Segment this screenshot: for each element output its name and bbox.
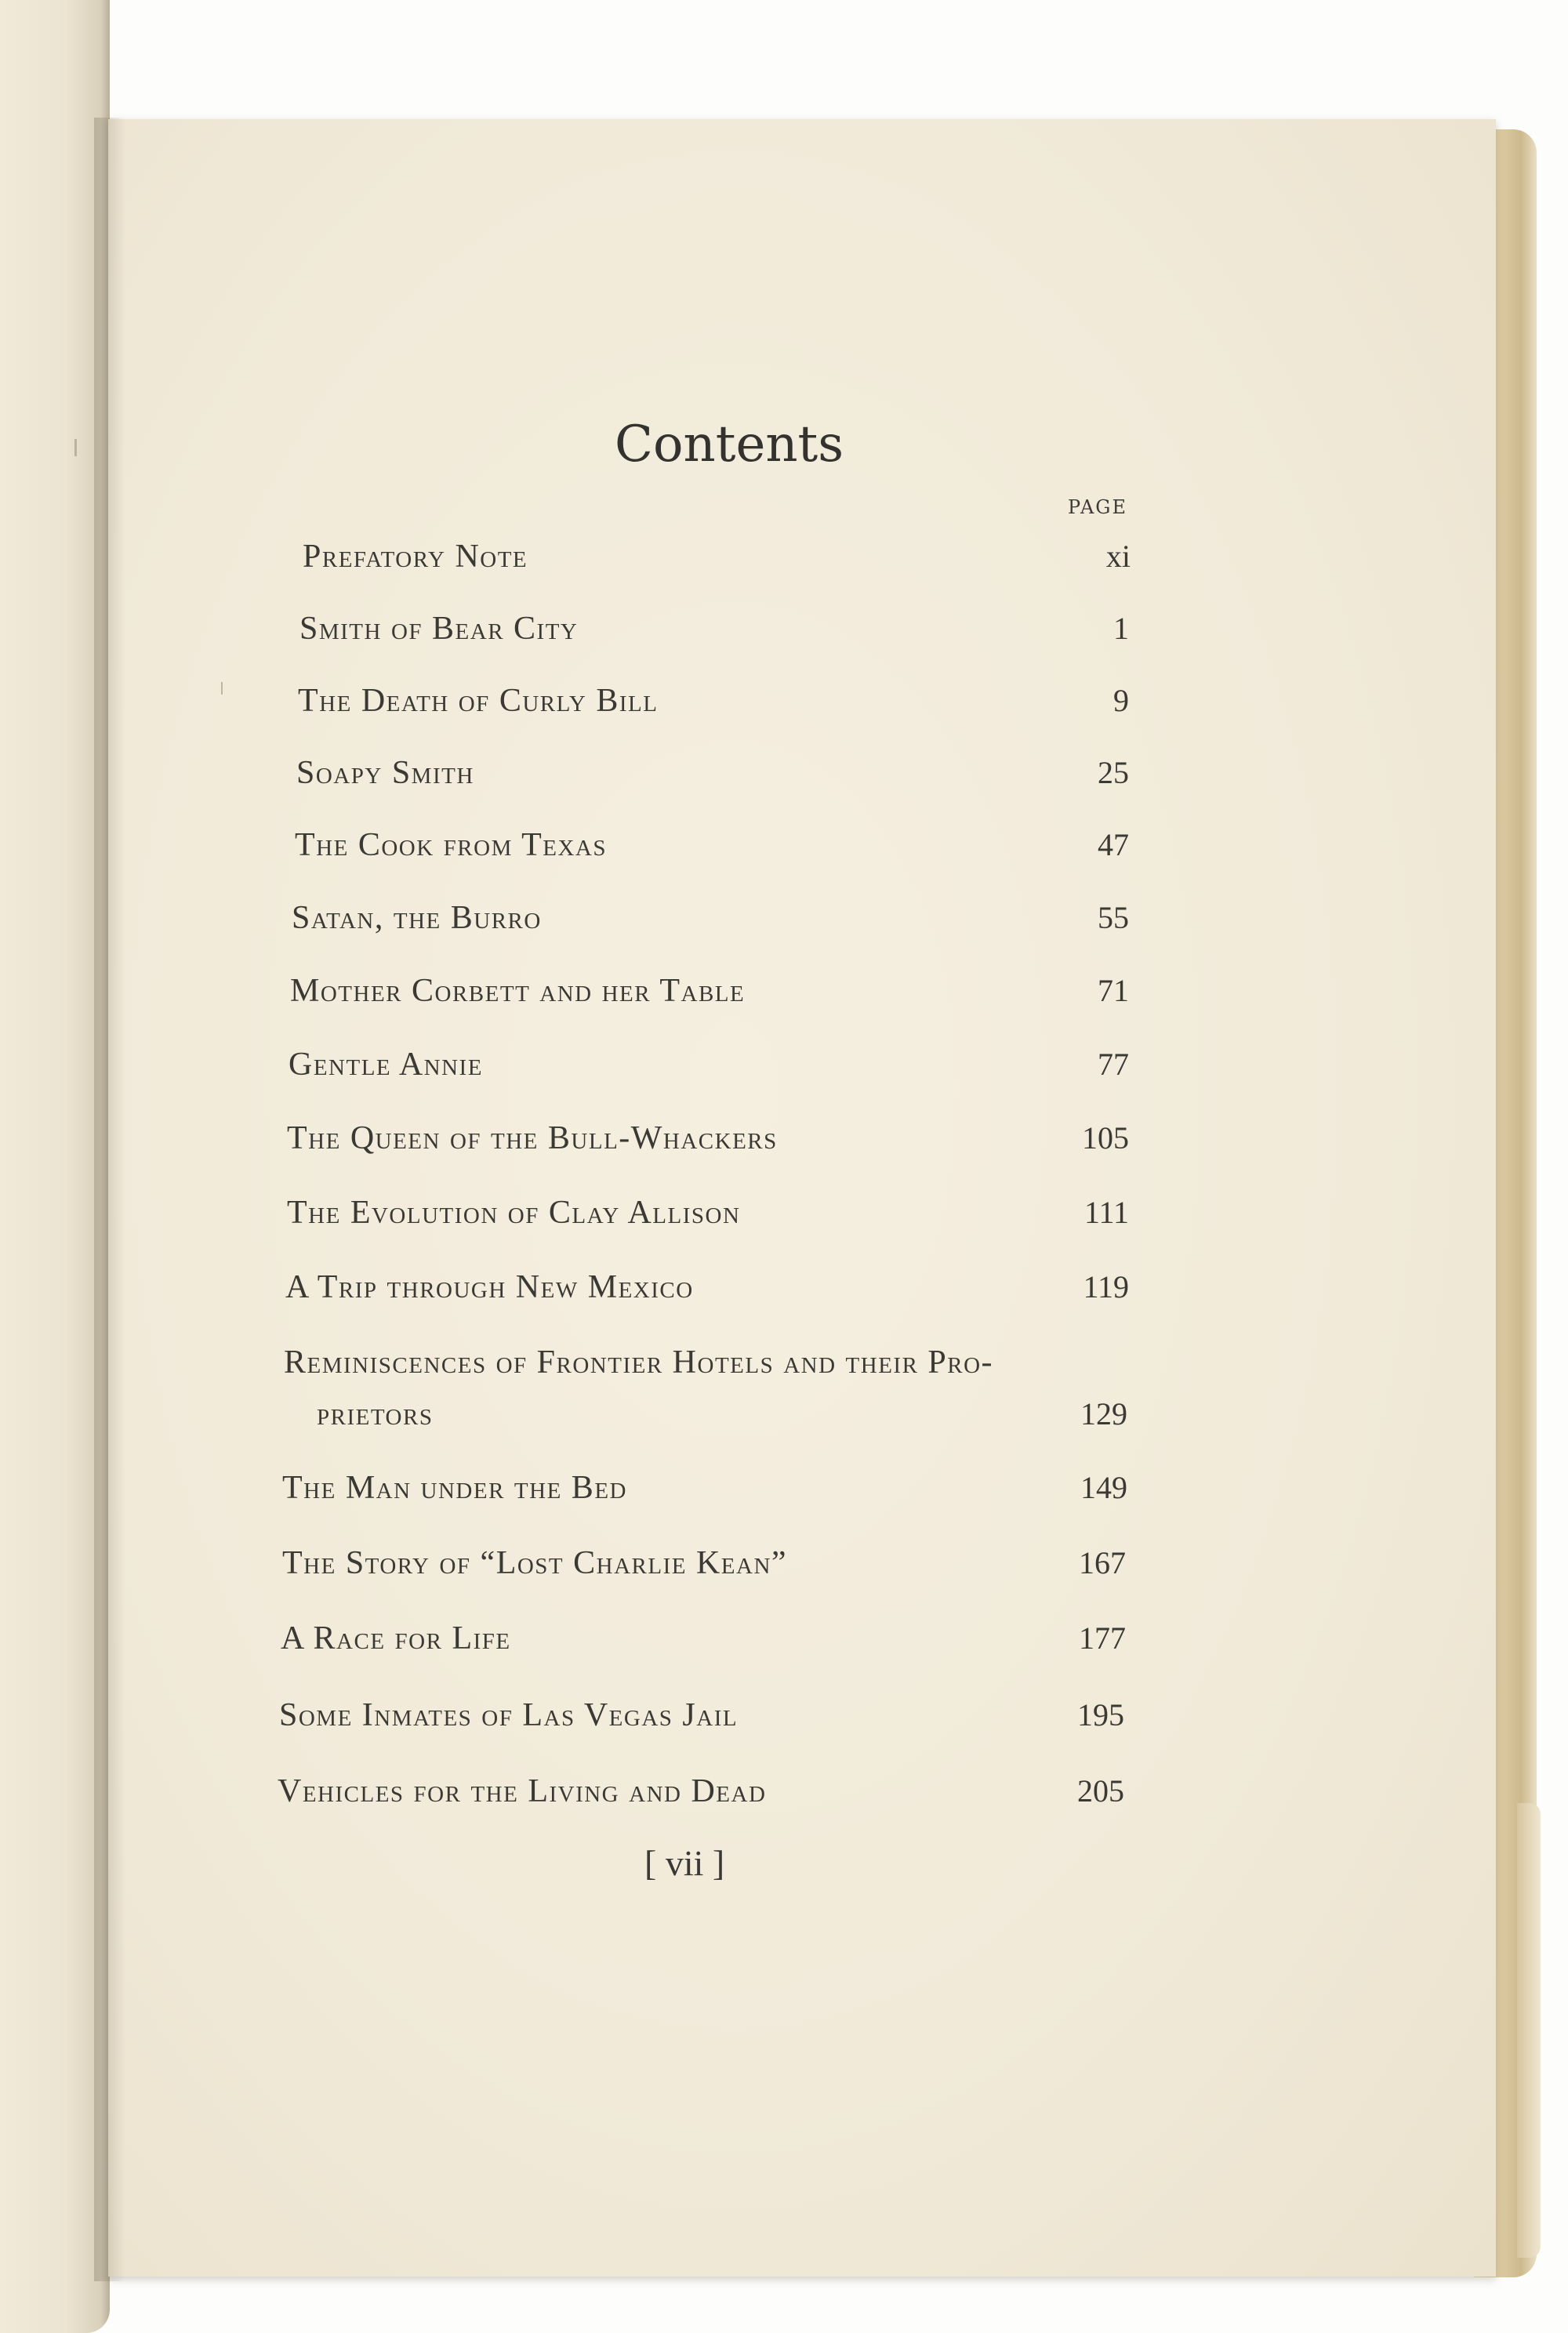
toc-entry xyxy=(0,1046,1568,1093)
toc-entry xyxy=(0,1544,1568,1591)
toc-entry-page: 1 xyxy=(1113,611,1129,646)
page-folio: [ vii ] xyxy=(644,1843,725,1883)
toc-entry-title: The Man under the Bed xyxy=(282,1470,627,1506)
toc-entry xyxy=(0,1194,1568,1241)
page-column-heading: PAGE xyxy=(1068,496,1127,518)
toc-entry-title: Smith of Bear City xyxy=(299,611,579,647)
toc-entry-page: xi xyxy=(1105,539,1131,574)
toc-entry-page: 177 xyxy=(1079,1620,1126,1656)
toc-entry-page: 111 xyxy=(1083,1195,1129,1230)
toc-entry-page: 195 xyxy=(1077,1697,1124,1733)
toc-entry-title: The Story of “Lost Charlie Kean” xyxy=(282,1545,788,1581)
paper-fleck xyxy=(74,439,77,456)
toc-entry-page: 71 xyxy=(1098,973,1129,1008)
toc-entry-title: The Queen of the Bull-Whackers xyxy=(287,1120,778,1156)
toc-entry xyxy=(0,754,1568,801)
toc-entry-page: 119 xyxy=(1083,1269,1129,1304)
toc-entry-page: 55 xyxy=(1098,900,1129,935)
toc-entry-page: 47 xyxy=(1098,827,1129,862)
toc-entry xyxy=(0,899,1568,946)
toc-entry-page: 105 xyxy=(1082,1120,1129,1156)
toc-entry-title: A Race for Life xyxy=(281,1620,511,1656)
toc-entry-page: 25 xyxy=(1098,755,1129,790)
toc-entry-title: The Evolution of Clay Allison xyxy=(287,1195,741,1231)
toc-entry xyxy=(0,1772,1568,1820)
toc-entry xyxy=(0,1620,1568,1667)
toc-entry-title: The Cook from Texas xyxy=(295,827,607,863)
toc-entry-page: 149 xyxy=(1080,1470,1127,1505)
toc-entry xyxy=(0,1696,1568,1743)
left-facing-page xyxy=(0,0,110,2333)
toc-entry xyxy=(0,972,1568,1019)
toc-entry-title: The Death of Curly Bill xyxy=(298,683,659,719)
toc-entry-title: Mother Corbett and her Table xyxy=(290,973,746,1009)
toc-entry xyxy=(0,1469,1568,1516)
toc-entry xyxy=(0,610,1568,657)
toc-entry xyxy=(0,682,1568,729)
toc-entry-page: 77 xyxy=(1098,1047,1129,1082)
toc-entry xyxy=(0,1268,1568,1315)
toc-entry-title: Gentle Annie xyxy=(289,1047,483,1083)
toc-entry-page: 205 xyxy=(1077,1773,1124,1809)
toc-entry-title-continued: prietors xyxy=(317,1396,434,1432)
toc-entry xyxy=(0,1344,1568,1391)
page-title: Contents xyxy=(615,415,844,473)
toc-entry-title: Some Inmates of Las Vegas Jail xyxy=(279,1697,739,1733)
toc-entry-title: A Trip through New Mexico xyxy=(285,1269,694,1305)
toc-entry-page: 167 xyxy=(1079,1545,1126,1580)
toc-entry-page: 9 xyxy=(1113,683,1129,718)
toc-entry-title: Prefatory Note xyxy=(303,539,528,575)
toc-entry xyxy=(0,826,1568,873)
toc-entry-title: Vehicles for the Living and Dead xyxy=(278,1773,767,1809)
toc-entry-continuation xyxy=(0,1395,1568,1442)
toc-entry-title: Satan, the Burro xyxy=(292,900,542,936)
page-fore-edge-torn xyxy=(1517,1803,1541,2258)
toc-entry xyxy=(0,1119,1568,1166)
toc-entry-title: Soapy Smith xyxy=(296,755,474,791)
toc-entry xyxy=(0,538,1568,585)
toc-entry-page: 129 xyxy=(1080,1396,1127,1431)
toc-entry-title: Reminiscences of Frontier Hotels and their Pro- xyxy=(284,1344,994,1381)
